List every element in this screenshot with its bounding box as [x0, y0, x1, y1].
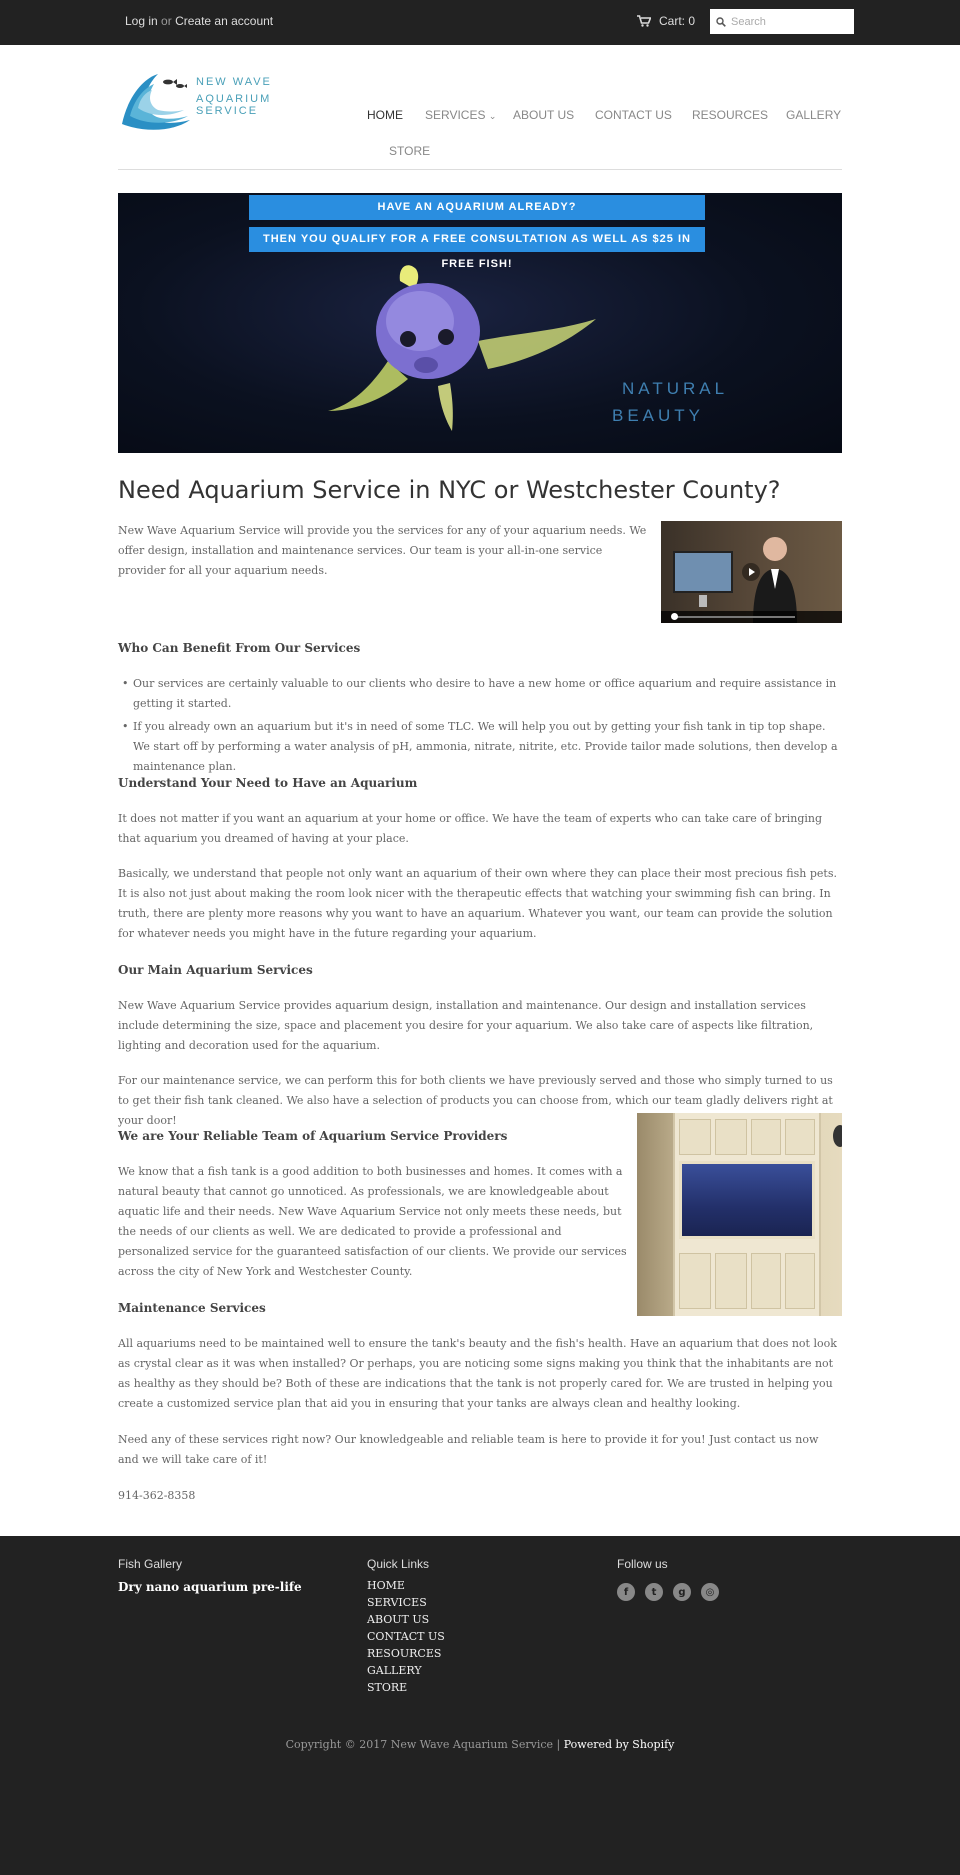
- cart-link[interactable]: [637, 14, 695, 28]
- facebook-icon[interactable]: f: [617, 1583, 635, 1601]
- paragraph-understand-2: Basically, we understand that people not only want an aquarium of their own where they can place their most precious fish pets. It is also not just about making the room look nicer with the therapeutic effects that watching your swimming fish can bring. In truth, there are plenty more reasons why you want to have an aquarium. Whatever you want, our team can provide the solution for whatever needs you might have in the future regarding your aquarium.: [118, 867, 837, 940]
- footer-link-store[interactable]: STORE: [367, 1681, 408, 1694]
- fish-image: [328, 261, 598, 431]
- video-monitor-stand: [699, 595, 707, 607]
- paragraph-call-to-action: Need any of these services right now? Our knowledgeable and reliable team is here to provide it for you! Just contact us now and we will take care of it!: [118, 1433, 819, 1466]
- footer-link-gallery[interactable]: GALLERY: [367, 1664, 422, 1677]
- footer-link-home[interactable]: HOME: [367, 1579, 405, 1592]
- create-account-link[interactable]: Create an account: [175, 14, 274, 28]
- login-link[interactable]: Log in: [125, 14, 158, 28]
- image-cabinet-door: [679, 1253, 711, 1309]
- image-cabinet-door: [679, 1119, 711, 1155]
- benefits-list: [118, 674, 842, 780]
- site-logo[interactable]: [118, 66, 313, 134]
- copyright-text: Copyright © 2017 New Wave Aquarium Service |: [285, 1738, 561, 1751]
- nav-divider: [118, 169, 842, 170]
- footer-quick-links-heading: Quick Links: [367, 1557, 430, 1571]
- video-monitor-graphic: [673, 551, 733, 593]
- play-icon[interactable]: [742, 563, 760, 581]
- google-plus-icon[interactable]: g: [673, 1583, 691, 1601]
- hero-text-natural: NATURAL: [622, 379, 729, 398]
- heading-understand-need: Understand Your Need to Have an Aquarium: [118, 776, 418, 790]
- nav-services-label: SERVICES: [425, 108, 486, 122]
- social-links: [617, 1583, 719, 1601]
- image-cabinet-door: [715, 1253, 747, 1309]
- heading-who-can-benefit: Who Can Benefit From Our Services: [118, 641, 361, 655]
- nav-gallery[interactable]: GALLERY: [786, 108, 842, 122]
- search-icon: [716, 17, 726, 27]
- wave-logo-icon: [118, 66, 198, 134]
- footer-gallery-heading: Fish Gallery: [118, 1557, 183, 1571]
- hero-banner[interactable]: [118, 193, 842, 453]
- cart-icon: [637, 15, 651, 27]
- image-cabinet-door: [715, 1119, 747, 1155]
- image-cabinet-door: [785, 1119, 815, 1155]
- instagram-icon[interactable]: ◎: [701, 1583, 719, 1601]
- heading-maintenance: Maintenance Services: [118, 1301, 266, 1315]
- account-links: [125, 14, 273, 28]
- cart-count: Cart: 0: [659, 14, 696, 28]
- aquarium-cabinet-image: [637, 1113, 842, 1316]
- paragraph-reliable-team: We know that a fish tank is a good addition to both businesses and homes. It comes with a natural beauty that cannot go unnoticed. As professionals, we are knowledgeable about aquatic life and their needs. New Wave Aquarium Service not only meets these needs, but the needs of our clients as well. We are dedicated to provide a professional and personalized service for the guaranteed satisfaction of our clients. We provide our services across the city of New York and Westchester County.: [118, 1165, 627, 1278]
- image-cabinet-door: [751, 1253, 781, 1309]
- page-title: Need Aquarium Service in NYC or Westchester County?: [118, 476, 781, 504]
- footer-link-about[interactable]: ABOUT US: [367, 1613, 430, 1626]
- paragraph-main-services-1: New Wave Aquarium Service provides aquarium design, installation and maintenance. Our design and installation services include determining the size, space and placement you desire for your aquarium. We also take care of aspects like filtration, lighting and decoration used for the aquarium.: [118, 999, 814, 1052]
- footer-quick-links: [367, 1577, 445, 1696]
- twitter-icon[interactable]: t: [645, 1583, 663, 1601]
- image-cabinet-door: [751, 1119, 781, 1155]
- phone-number[interactable]: 914-362-8358: [118, 1489, 196, 1502]
- powered-by-link[interactable]: Powered by Shopify: [563, 1738, 675, 1751]
- image-wall-clock: [833, 1125, 842, 1147]
- search-input[interactable]: [731, 16, 851, 28]
- list-item: • If you already own an aquarium but it's in need of some TLC. We will help you out by getting your fish tank in tip top shape. We start off by performing a water analysis of pH, ammonia, nitrate, nitrite, etc. Provide tailor made solutions, then develop a maintenance plan.: [118, 717, 842, 777]
- nav-services[interactable]: [425, 108, 496, 122]
- video-scrubber-handle[interactable]: [671, 613, 678, 620]
- hero-band-offer: THEN YOU QUALIFY FOR A FREE CONSULTATION AS WELL AS $25 IN FREE FISH!: [249, 227, 705, 252]
- nav-home[interactable]: HOME: [367, 108, 403, 122]
- nav-contact[interactable]: CONTACT US: [595, 108, 672, 122]
- image-aquarium-tank: [679, 1161, 815, 1239]
- paragraph-maintenance: All aquariums need to be maintained well to ensure the tank's beauty and the fish's health. Have an aquarium that does not look as crystal clear as it was when installed? Or perhaps, you are noticing some signs making you think that the inhabitants are not as healthy as they should be? Both of these are indications that the tank is not properly cared for. We are trusted in helping you create a customized service plan that aid you in ensuring that your tanks are always clean and healthy looking.: [118, 1337, 837, 1410]
- logo-text-line2: AQUARIUM SERVICE: [196, 93, 272, 117]
- hero-band-question: HAVE AN AQUARIUM ALREADY?: [249, 195, 705, 220]
- list-item: • Our services are certainly valuable to our clients who desire to have a new home or office aquarium and require assistance in getting it started.: [118, 674, 842, 714]
- footer-follow-heading: Follow us: [617, 1557, 668, 1571]
- paragraph-main-services-2: For our maintenance service, we can perform this for both clients we have previously served and those who simply turned to us to get their fish tank cleaned. We also have a selection of products you can choose from, which our team gladly delivers right at your door!: [118, 1074, 833, 1127]
- logo-text-line1: NEW WAVE: [196, 76, 272, 88]
- paragraph-understand-1: It does not matter if you want an aquarium at your home or office. We have the team of experts who can take care of bringing that aquarium you dreamed of having at your place.: [118, 812, 823, 845]
- nav-about[interactable]: ABOUT US: [513, 108, 575, 122]
- video-progress-bar[interactable]: [675, 616, 795, 618]
- footer-link-resources[interactable]: RESOURCES: [367, 1647, 442, 1660]
- heading-main-services: Our Main Aquarium Services: [118, 963, 313, 977]
- top-bar: [0, 0, 960, 45]
- footer-link-services[interactable]: SERVICES: [367, 1596, 427, 1609]
- copyright-line: [0, 1738, 960, 1751]
- hero-text-beauty: BEAUTY: [612, 406, 705, 425]
- or-separator: or: [161, 14, 172, 28]
- chevron-down-icon: ⌄: [488, 111, 497, 121]
- video-player[interactable]: [661, 521, 842, 623]
- heading-reliable-team: We are Your Reliable Team of Aquarium Service Providers: [118, 1129, 508, 1143]
- search-box: [710, 9, 854, 34]
- nav-store[interactable]: STORE: [389, 144, 431, 158]
- intro-paragraph: New Wave Aquarium Service will provide you the services for any of your aquarium needs. We offer design, installation and maintenance services. Our team is your all-in-one service provider for all your aquarium needs.: [118, 524, 647, 577]
- footer-gallery-item[interactable]: Dry nano aquarium pre-life: [118, 1580, 302, 1594]
- footer-link-contact[interactable]: CONTACT US: [367, 1630, 445, 1643]
- nav-resources[interactable]: RESOURCES: [692, 108, 769, 122]
- image-cabinet-door: [785, 1253, 815, 1309]
